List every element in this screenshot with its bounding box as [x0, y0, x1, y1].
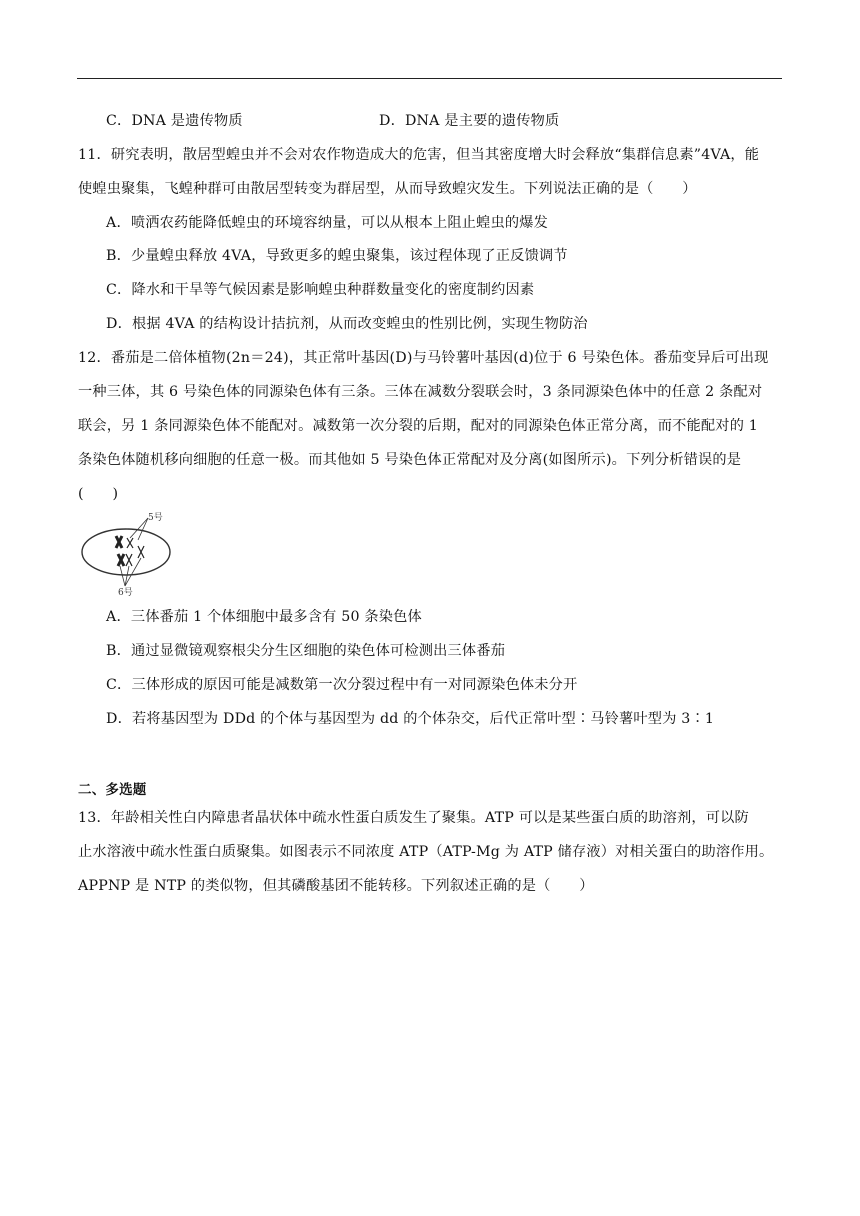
- label-5: 5号: [148, 513, 163, 523]
- q11-option-b: B．少量蝗虫释放 4VA，导致更多的蝗虫聚集，该过程体现了正反馈调节: [106, 248, 568, 264]
- q11-stem-line-1: 11．研究表明，散居型蝗虫并不会对农作物造成大的危害，但当其密度增大时会释放“集群信息素”4VA，能: [78, 147, 760, 163]
- q12-stem-line-5: ( ): [78, 486, 119, 502]
- q10-option-c: C．DNA 是遗传物质: [106, 113, 243, 129]
- q11-option-d: D．根据 4VA 的结构设计拮抗剂，从而改变蝗虫的性别比例，实现生物防治: [106, 316, 588, 332]
- q13-stem-line-3: APPNP 是 NTP 的类似物，但其磷酸基团不能转移。下列叙述正确的是（ ）: [78, 878, 594, 894]
- q10-option-d: D．DNA 是主要的遗传物质: [379, 113, 560, 129]
- chromosome-group-6: [118, 546, 144, 566]
- q12-option-a: A．三体番茄 1 个体细胞中最多含有 50 条染色体: [106, 609, 422, 625]
- label-6: 6号: [118, 588, 133, 596]
- header-rule: [77, 78, 782, 79]
- cell-outline: [82, 529, 170, 575]
- q12-option-c: C．三体形成的原因可能是减数第一次分裂过程中有一对同源染色体未分开: [106, 677, 578, 693]
- section-heading: 二、多选题: [78, 782, 147, 798]
- q12-stem-line-2: 一种三体，其 6 号染色体的同源染色体有三条。三体在减数分裂联会时，3 条同源染色体中的任意 2 条配对: [78, 384, 763, 400]
- q12-option-b: B．通过显微镜观察根尖分生区细胞的染色体可检测出三体番茄: [106, 643, 506, 659]
- q11-stem-line-2: 使蝗虫聚集，飞蝗种群可由散居型转变为群居型，从而导致蝗灾发生。下列说法正确的是（ ）: [78, 181, 697, 197]
- chromosome-figure: [78, 510, 188, 596]
- q12-stem-line-1: 12．番茄是二倍体植物(2n＝24)，其正常叶基因(D)与马铃薯叶基因(d)位于 6 号染色体。番茄变异后可出现: [78, 350, 769, 366]
- q11-option-a: A．喷洒农药能降低蝗虫的环境容纳量，可以从根本上阻止蝗虫的爆发: [106, 215, 549, 231]
- q12-stem-line-3: 联会，另 1 条同源染色体不能配对。减数第一次分裂的后期，配对的同源染色体正常分离，而不能配对的 1: [78, 418, 759, 434]
- q12-stem-line-4: 条染色体随机移向细胞的任意一极。而其他如 5 号染色体正常配对及分离(如图所示)。下列分析错误的是: [78, 452, 742, 468]
- q13-stem-line-1: 13．年龄相关性白内障患者晶状体中疏水性蛋白质发生了聚集。ATP 可以是某些蛋白质的助溶剂，可以防: [78, 810, 749, 826]
- q13-stem-line-2: 止水溶液中疏水性蛋白质聚集。如图表示不同浓度 ATP（ATP-Mg 为 ATP 储存液）对相关蛋白的助溶作用。: [78, 844, 774, 860]
- q12-option-d: D．若将基因型为 DDd 的个体与基因型为 dd 的个体杂交，后代正常叶型∶马铃薯叶型为 3∶1: [106, 711, 715, 727]
- cell-diagram: [78, 510, 188, 596]
- q11-option-c: C．降水和干旱等气候因素是影响蝗虫种群数量变化的密度制约因素: [106, 282, 535, 298]
